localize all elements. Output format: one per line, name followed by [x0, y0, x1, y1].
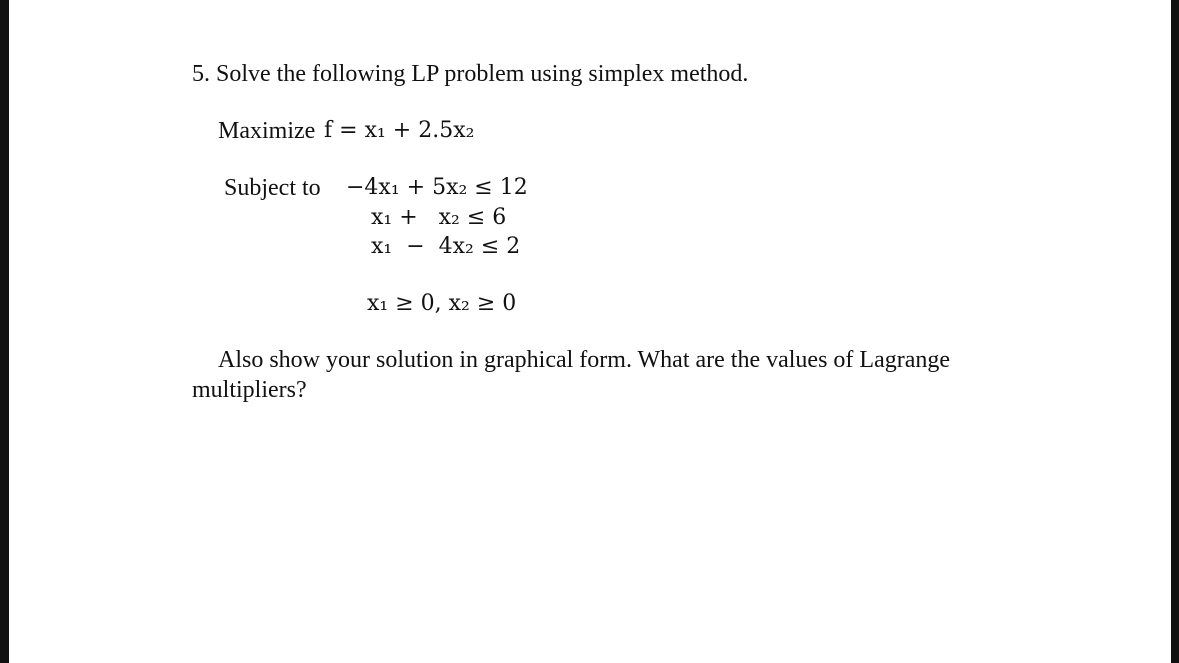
constraints-label: Subject to: [224, 175, 321, 201]
constraint-2: x₁ + x₂ ≤ 6: [371, 205, 507, 230]
right-border: [1171, 0, 1179, 663]
left-border: [0, 0, 9, 663]
constraint-3: x₁ − 4x₂ ≤ 2: [371, 234, 521, 259]
followup-line-1: Also show your solution in graphical form. What are the values of Lagrange: [218, 347, 951, 373]
followup-line-2: multipliers?: [192, 377, 307, 403]
constraint-1: −4x₁ + 5x₂ ≤ 12: [346, 175, 528, 200]
objective-expression: f = x₁ + 2.5x₂: [324, 118, 475, 143]
nonnegativity-constraint: x₁ ≥ 0, x₂ ≥ 0: [367, 291, 517, 316]
problem-heading: 5. Solve the following LP problem using simplex method.: [192, 61, 749, 87]
objective-label: Maximize: [218, 118, 316, 144]
